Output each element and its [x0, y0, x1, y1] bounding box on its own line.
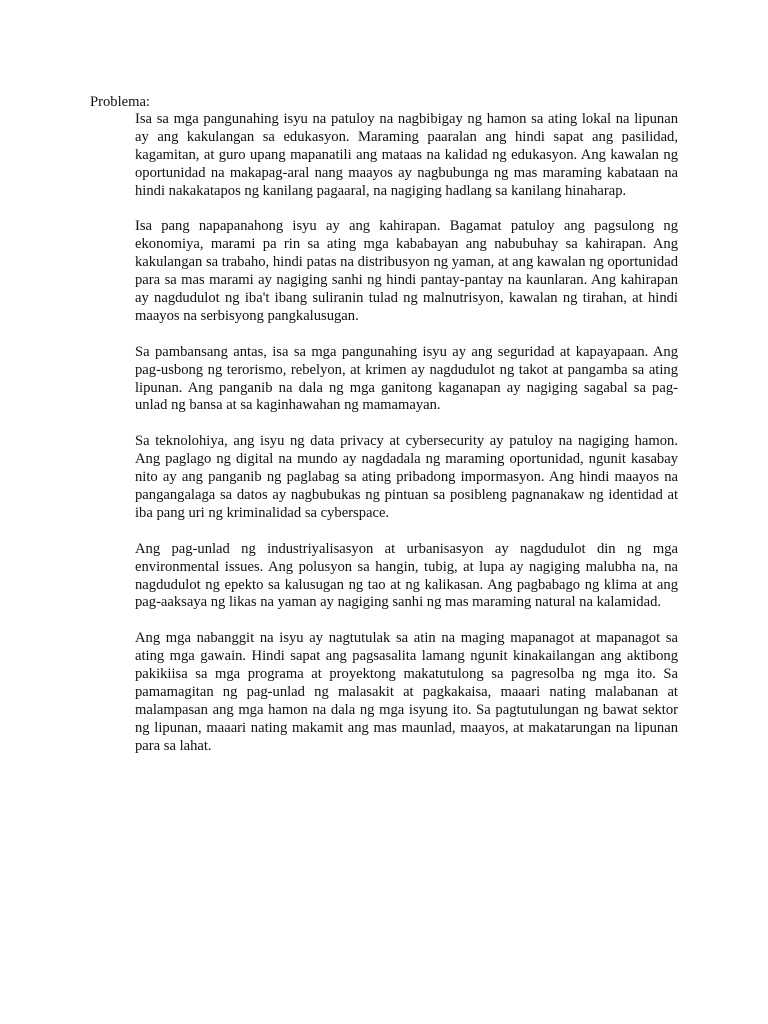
body-text [135, 111, 678, 773]
paragraph-environment: Ang pag-unlad ng industriyalisasyon at urbanisasyon ay nagdudulot din ng mga environmental issues. Ang polusyon sa hangin, tubig, at lupa ay nagiging malubha na, na nagdudulot ng epekto sa kalusugan ng tao at ng kalikasan. Ang pagbabago ng klima at ang pag-aaksaya ng likas na yaman ay nagiging sanhi ng mas maraming natural na kalamidad. [135, 540, 678, 611]
paragraph-security: Sa pambansang antas, isa sa mga pangunahing isyu ay ang seguridad at kapayapaan. Ang pag-usbong ng terorismo, rebelyon, at krimen ay nagdudulot ng takot at pangamba sa ating lipunan. Ang panganib na dala ng mga ganitong kaganapan ay nagiging sagabal sa pag-unlad ng bansa at sa kaginhawahan ng mamamayan. [135, 343, 678, 414]
paragraph-technology: Sa teknolohiya, ang isyu ng data privacy at cybersecurity ay patuloy na nagiging hamon. Ang paglago ng digital na mundo ay nagdadala ng maraming oportunidad, ngunit kasabay nito ay ang panganib ng paglabag sa ating pribadong impormasyon. Ang hindi maayos na pangangalaga sa datos ay nagbubukas ng pintuan sa posibleng pagnanakaw ng identidad at iba pang uri ng kriminalidad sa cyberspace. [135, 433, 678, 521]
paragraph-education: Isa sa mga pangunahing isyu na patuloy na nagbibigay ng hamon sa ating lokal na lipunan ay ang kakulangan sa edukasyon. Maraming paaralan ang hindi sapat ang pasilidad, kagamitan, at guro upang mapanatili ang mataas na kalidad ng edukasyon. Ang kawalan ng oportunidad na makapag-aral nang maayos ay nagbubunga ng mas maraming kabataan na hindi nakakatapos ng kanilang pagaaral, na nagiging hadlang sa kanilang hinaharap. [135, 111, 678, 199]
section-heading: Problema: [90, 94, 150, 110]
paragraph-conclusion: Ang mga nabanggit na isyu ay nagtutulak sa atin na maging mapanagot at mapanagot sa ating mga gawain. Hindi sapat ang pagsasalita lamang ngunit kinakailangan ang aktibong pakikiisa sa mga programa at proyektong makatutulong sa pagresolba ng mga ito. Sa pamamagitan ng pag-unlad ng malasakit at pagkakaisa, maaari nating malabanan at malampasan ang mga hamon na dala ng mga isyung ito. Sa pagtutulungan ng bawat sektor ng lipunan, maaari nating makamit ang mas maunlad, maayos, at makatarungan na lipunan para sa lahat. [135, 630, 678, 754]
paragraph-poverty: Isa pang napapanahong isyu ay ang kahirapan. Bagamat patuloy ang pagsulong ng ekonomiya, marami pa rin sa ating mga kababayan ang nabubuhay sa kahirapan. Ang kakulangan sa trabaho, hindi patas na distribusyon ng yaman, at ang kawalan ng oportunidad para sa mas marami ay nagiging sanhi ng hindi pantay-pantay na kaunlaran. Ang kahirapan ay nagdudulot ng iba't ibang suliranin tulad ng malnutrisyon, kawalan ng tirahan, at hindi maayos na serbisyong pangkalusugan. [135, 218, 678, 324]
